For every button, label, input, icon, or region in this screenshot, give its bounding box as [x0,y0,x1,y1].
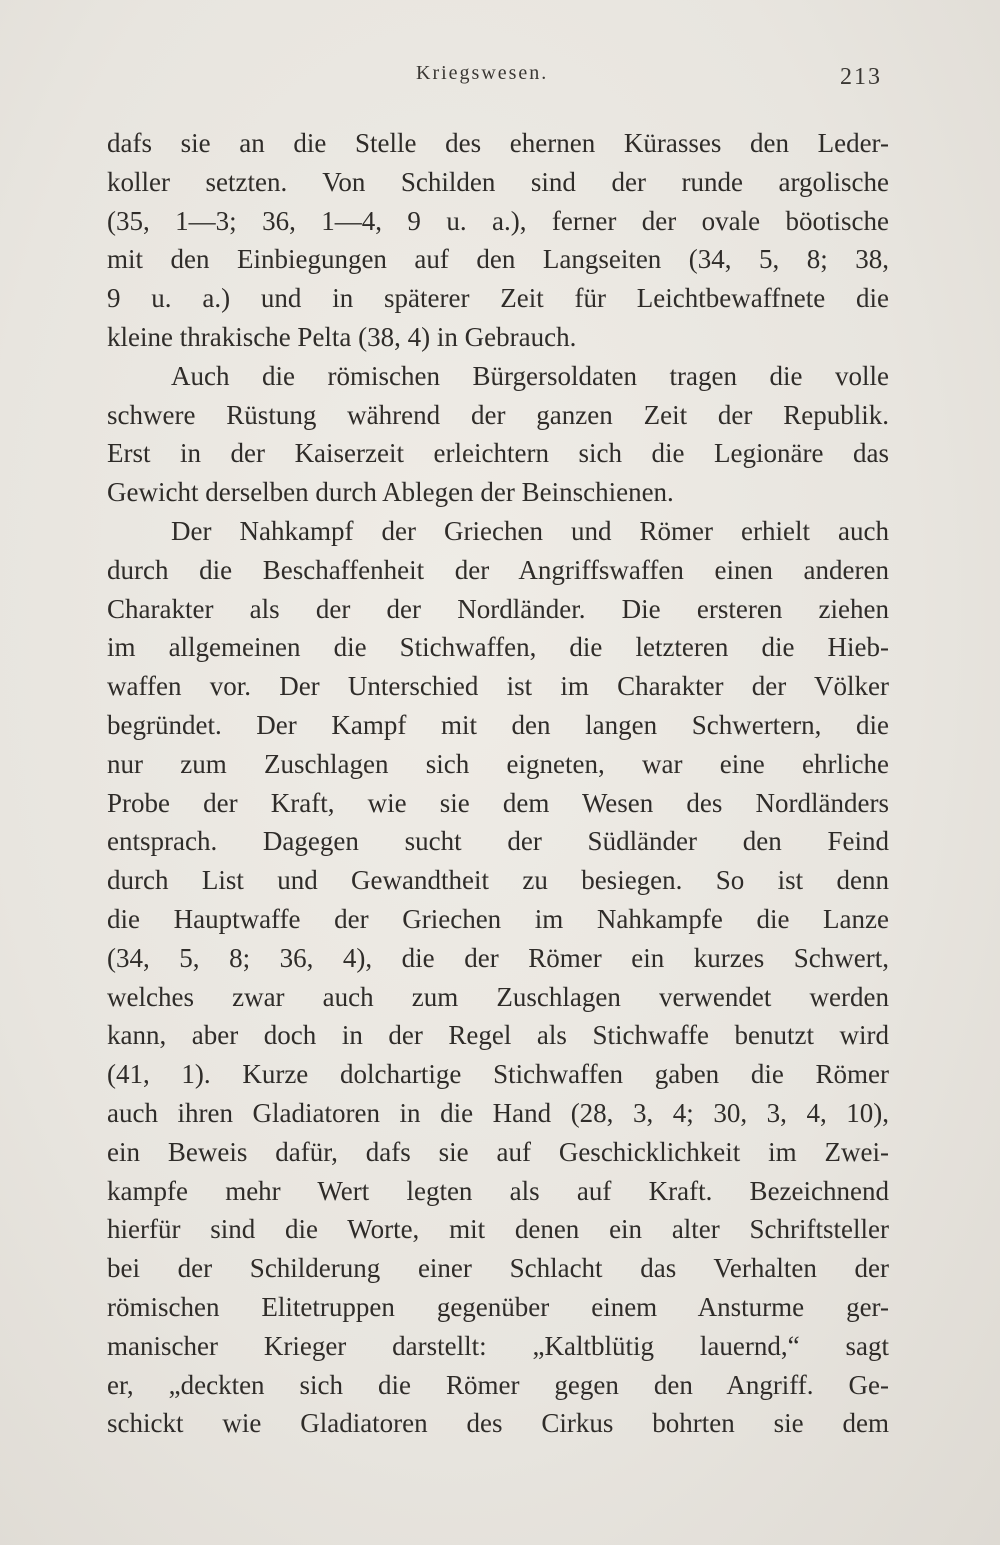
text-line: kampfe mehr Wert legten als auf Kraft. Bezeichnend [107,1175,889,1206]
text-line: schwere Rüstung während der ganzen Zeit der Republik. [107,399,889,430]
text-line: bei der Schilderung einer Schlacht das Verhalten der [107,1253,889,1284]
text-line: ein Beweis dafür, dafs sie auf Geschicklichkeit im Zwei- [107,1136,889,1167]
text-line: Der Nahkampf der Griechen und Römer erhielt auch [171,515,889,546]
text-line: dafs sie an die Stelle des ehernen Kürasses den Leder- [107,128,889,158]
text-line: römischen Elitetruppen gegenüber einem Ansturme ger- [107,1291,889,1322]
body-text [107,124,889,1443]
text-line: Auch die römischen Bürgersoldaten tragen die volle [171,360,889,391]
text-line: (41, 1). Kurze dolchartige Stichwaffen gaben die Römer [107,1059,889,1090]
text-line: im allgemeinen die Stichwaffen, die letzteren die Hieb- [107,632,889,663]
text-line: er, „deckten sich die Römer gegen den Angriff. Ge- [107,1369,889,1400]
text-line: nur zum Zuschlagen sich eigneten, war eine ehrliche [107,748,889,779]
text-line: koller setzten. Von Schilden sind der runde argolische [107,166,889,197]
text-line: Gewicht derselben durch Ablegen der Beinschienen. [107,477,674,508]
text-line: 9 u. a.) und in späterer Zeit für Leichtbewaffnete die [107,283,889,314]
text-line: begründet. Der Kampf mit den langen Schwertern, die [107,709,889,740]
text-line: entsprach. Dagegen sucht der Südländer den Feind [107,826,889,857]
page-number: 213 [840,64,882,90]
text-line: (35, 1—3; 36, 1—4, 9 u. a.), ferner der ovale böotische [107,205,889,236]
text-line: kleine thrakische Pelta (38, 4) in Gebrauch. [107,321,577,352]
text-line: Probe der Kraft, wie sie dem Wesen des Nordländers [107,787,889,818]
text-line: manischer Krieger darstellt: „Kaltblütig lauernd,“ sagt [107,1330,889,1361]
text-line: hierfür sind die Worte, mit denen ein alter Schriftsteller [107,1214,889,1245]
text-line: auch ihren Gladiatoren in die Hand (28, 3, 4; 30, 3, 4, 10), [107,1097,889,1128]
running-title: Kriegswesen. [416,62,549,84]
text-line: Charakter als der der Nordländer. Die ersteren ziehen [107,593,889,624]
text-line: durch List und Gewandtheit zu besiegen. So ist denn [107,865,889,896]
text-line: welches zwar auch zum Zuschlagen verwendet werden [107,981,889,1012]
running-head [0,62,1000,92]
text-line: die Hauptwaffe der Griechen im Nahkampfe die Lanze [107,903,889,934]
text-line: Erst in der Kaiserzeit erleichtern sich die Legionäre das [107,438,889,469]
text-line: kann, aber doch in der Regel als Stichwaffe benutzt wird [107,1020,889,1051]
text-line: mit den Einbiegungen auf den Langseiten (34, 5, 8; 38, [107,244,889,275]
text-line: (34, 5, 8; 36, 4), die der Römer ein kurzes Schwert, [107,942,889,973]
text-line: durch die Beschaffenheit der Angriffswaffen einen anderen [107,554,889,585]
text-line: waffen vor. Der Unterschied ist im Charakter der Völker [107,671,889,702]
text-line: schickt wie Gladiatoren des Cirkus bohrten sie dem [107,1408,889,1439]
